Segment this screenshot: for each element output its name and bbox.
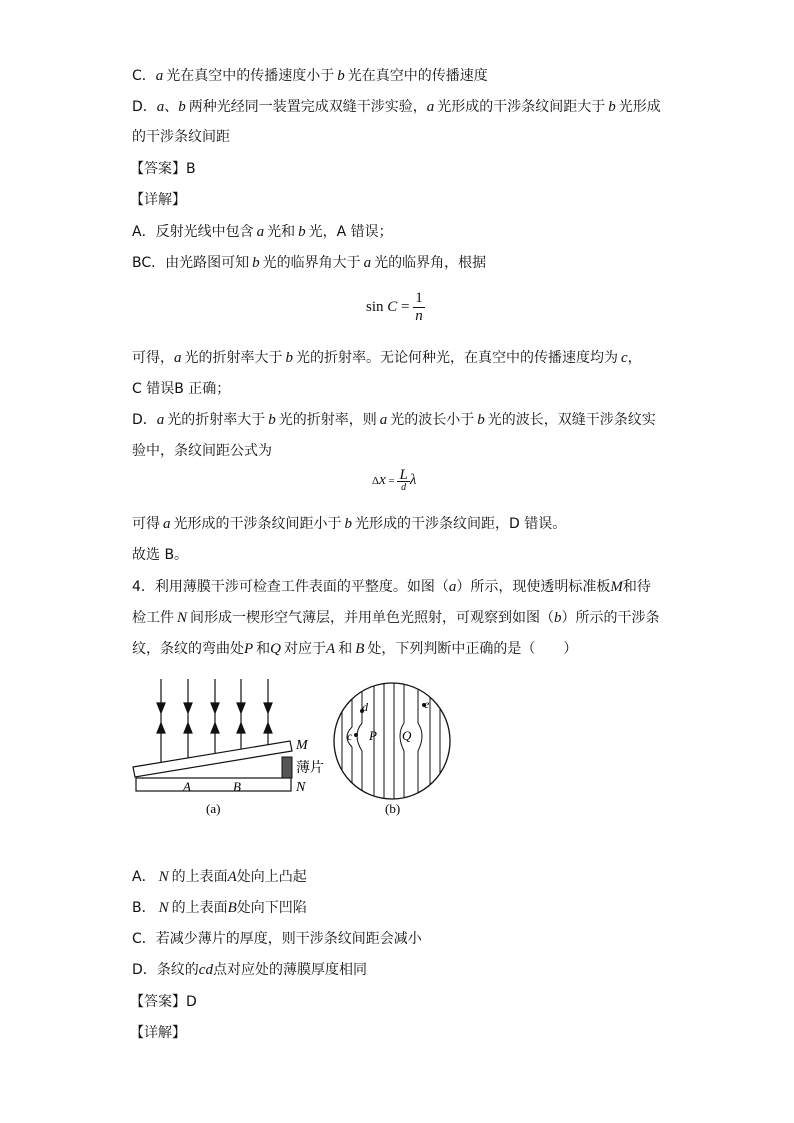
label-m: M [296, 738, 308, 753]
explanation-bc-3: C 错误B 正确； [132, 381, 231, 397]
explanation-d: D．a 光的折射率大于 b 光的折射率，则 a 光的波长小于 b 光的波长，双缝干涉条纹实 [132, 412, 656, 428]
explanation-bc: BC．由光路图可知 b 光的临界角大于 a 光的临界角，根据 [132, 255, 487, 271]
explanation-d-3: 可得 a 光形成的干涉条纹间距小于 b 光形成的干涉条纹间距，D 错误。 [132, 516, 567, 532]
option-c: C．若减少薄片的厚度，则干涉条纹间距会减小 [132, 931, 422, 947]
option-c-prev: C．a 光在真空中的传播速度小于 b 光在真空中的传播速度 [132, 68, 488, 84]
conclusion: 故选 B。 [132, 547, 189, 563]
detail-heading: 【详解】 [130, 1025, 186, 1041]
label-film: 薄片 [296, 761, 324, 776]
answer: 【答案】D [130, 994, 197, 1010]
option-d-prev-line2: 的干涉条纹间距 [132, 129, 230, 145]
label-p: P [369, 728, 377, 743]
interference-fringes [342, 675, 440, 815]
formula-critical-angle: sin C = $\frac{1}{n}$ [366, 290, 423, 324]
figure-b [334, 675, 450, 816]
option-b: B． N 的上表面B处向下凹陷 [132, 900, 307, 916]
workpiece-n [136, 778, 291, 791]
question-4-line-3: 纹，条纹的弯曲处P 和Q 对应于A 和 B 处，下列判断中正确的是（ ） [132, 641, 578, 657]
option-a: A． N 的上表面A处向上凸起 [132, 869, 307, 885]
option-d-prev: D．a、b 两种光经同一装置完成双缝干涉实验，a 光形成的干涉条纹间距大于 b 光形成 [132, 99, 661, 115]
explanation-bc-2: 可得，a 光的折射率大于 b 光的折射率。无论何种光，在真空中的传播速度均为 c， [132, 350, 642, 366]
label-a: A [183, 779, 191, 794]
point-c [354, 733, 358, 737]
label-e: e [424, 697, 430, 711]
detail-prev-heading: 【详解】 [130, 192, 186, 208]
thin-spacer [282, 757, 292, 778]
caption-a: (a) [206, 801, 221, 816]
label-c: c [347, 729, 353, 743]
label-n: N [296, 780, 306, 795]
question-4-line-2: 检工件 N 间形成一楔形空气薄层，并用单色光照射，可观察到如图（b）所示的干涉条 [132, 610, 660, 626]
standard-plate-m [133, 741, 292, 777]
answer-prev: 【答案】B [130, 161, 196, 177]
formula-fringe-spacing: Δx = $\frac{L}{d}$ λ [372, 467, 417, 493]
question-4-line-1: 4．利用薄膜干涉可检查工件表面的平整度。如图（a）所示，现使透明标准板M和待 [132, 579, 651, 595]
label-b: B [233, 779, 241, 794]
caption-b: (b) [385, 801, 401, 816]
explanation-d-2: 验中，条纹间距公式为 [132, 443, 272, 459]
label-d: d [362, 700, 368, 714]
explanation-a: A．反射光线中包含 a 光和 b 光，A 错误； [132, 224, 393, 240]
option-d: D．条纹的cd点对应处的薄膜厚度相同 [132, 962, 367, 978]
label-q: Q [402, 728, 412, 743]
figure-a [133, 679, 324, 816]
thin-film-interference-figure [128, 675, 468, 825]
